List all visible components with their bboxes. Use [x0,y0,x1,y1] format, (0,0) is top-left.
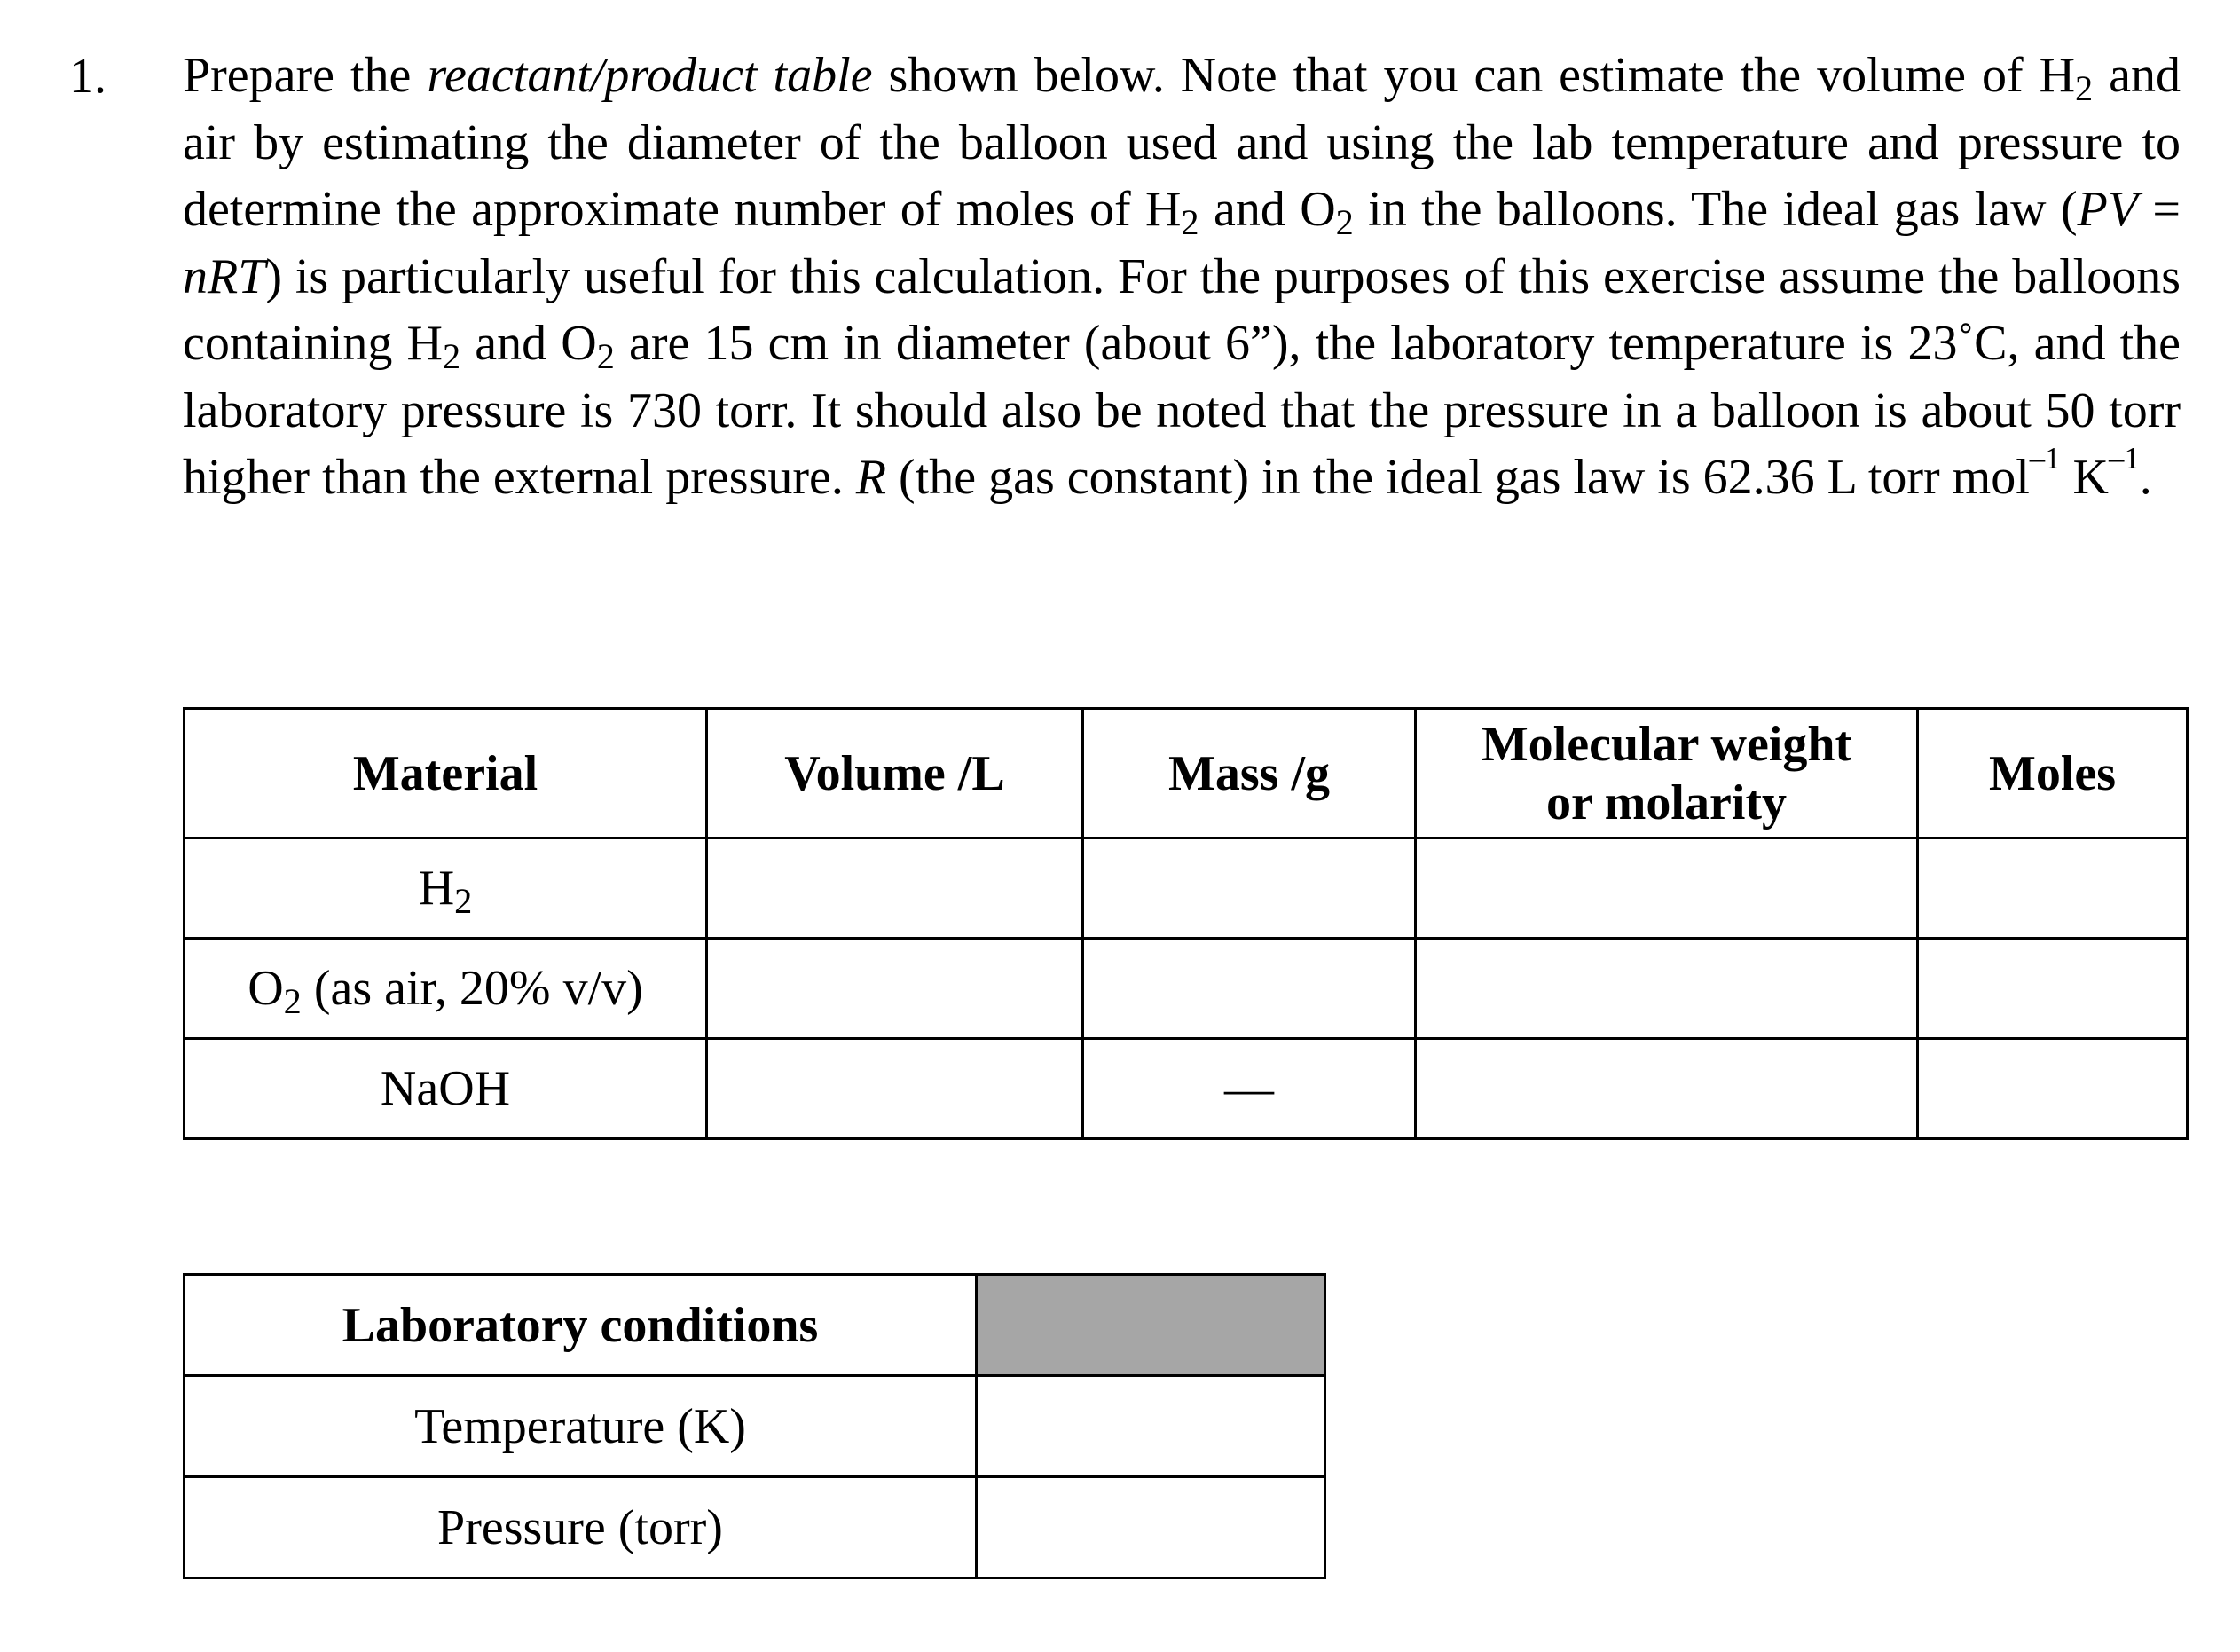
material-cell: $O_2$ (as air, 20% v/v) [185,939,707,1039]
material-cell: NaOH [185,1039,707,1139]
table-header-row [185,709,2188,838]
header-volume: Volume /L [707,709,1083,838]
pressure-value-cell[interactable] [977,1477,1325,1578]
material-cell: $H_2$ [185,838,707,939]
shaded-header-cell [977,1275,1325,1376]
table-row [185,939,2188,1039]
lab-conditions-header: Laboratory conditions [185,1275,977,1376]
volume-cell[interactable] [707,1039,1083,1139]
table-row [185,838,2188,939]
moles-cell[interactable] [1918,838,2188,939]
mass-cell[interactable] [1083,838,1416,939]
pressure-label: Pressure (torr) [185,1477,977,1578]
lab-row-temperature [185,1376,1325,1477]
molecular-weight-cell[interactable] [1416,939,1918,1039]
header-mass: Mass /g [1083,709,1416,838]
molecular-weight-cell[interactable] [1416,838,1918,939]
question-text: Prepare the reactant/product table shown below. Note that you can estimate the volume of $H_2$ and air by estimating the diameter of the balloon used and using the lab temperature and pressure to determine the approximate number of moles of $H_2$ and $O_2$ in the balloons. The ideal gas law (PV = nRT) is particularly useful for this calculation. For the purposes of this exercise assume the balloons containing $H_2$ and $O_2$ are 15 cm in diameter (about 6”), the laboratory temperature is 23˚C, and the laboratory pressure is 730 torr. It should also be noted that the pressure in a balloon is about 50 torr higher than the external pressure. R (the gas constant) in the ideal gas law is 62.36 L torr mol$^{-1}$ $K^{-1}$. [183,48,2181,505]
moles-cell[interactable] [1918,1039,2188,1139]
temperature-value-cell[interactable] [977,1376,1325,1477]
molecular-weight-cell[interactable] [1416,1039,1918,1139]
header-material: Material [185,709,707,838]
mass-cell: — [1083,1039,1416,1139]
temperature-label: Temperature (K) [185,1376,977,1477]
reactant-product-table [183,707,2189,1140]
volume-cell[interactable] [707,939,1083,1039]
lab-header-row [185,1275,1325,1376]
question-number: 1. [69,49,106,104]
header-molecular-weight: Molecular weight or molarity [1416,709,1918,838]
laboratory-conditions-table [183,1273,1326,1579]
header-moles: Moles [1918,709,2188,838]
mass-cell[interactable] [1083,939,1416,1039]
moles-cell[interactable] [1918,939,2188,1039]
lab-row-pressure [185,1477,1325,1578]
table-row [185,1039,2188,1139]
volume-cell[interactable] [707,838,1083,939]
